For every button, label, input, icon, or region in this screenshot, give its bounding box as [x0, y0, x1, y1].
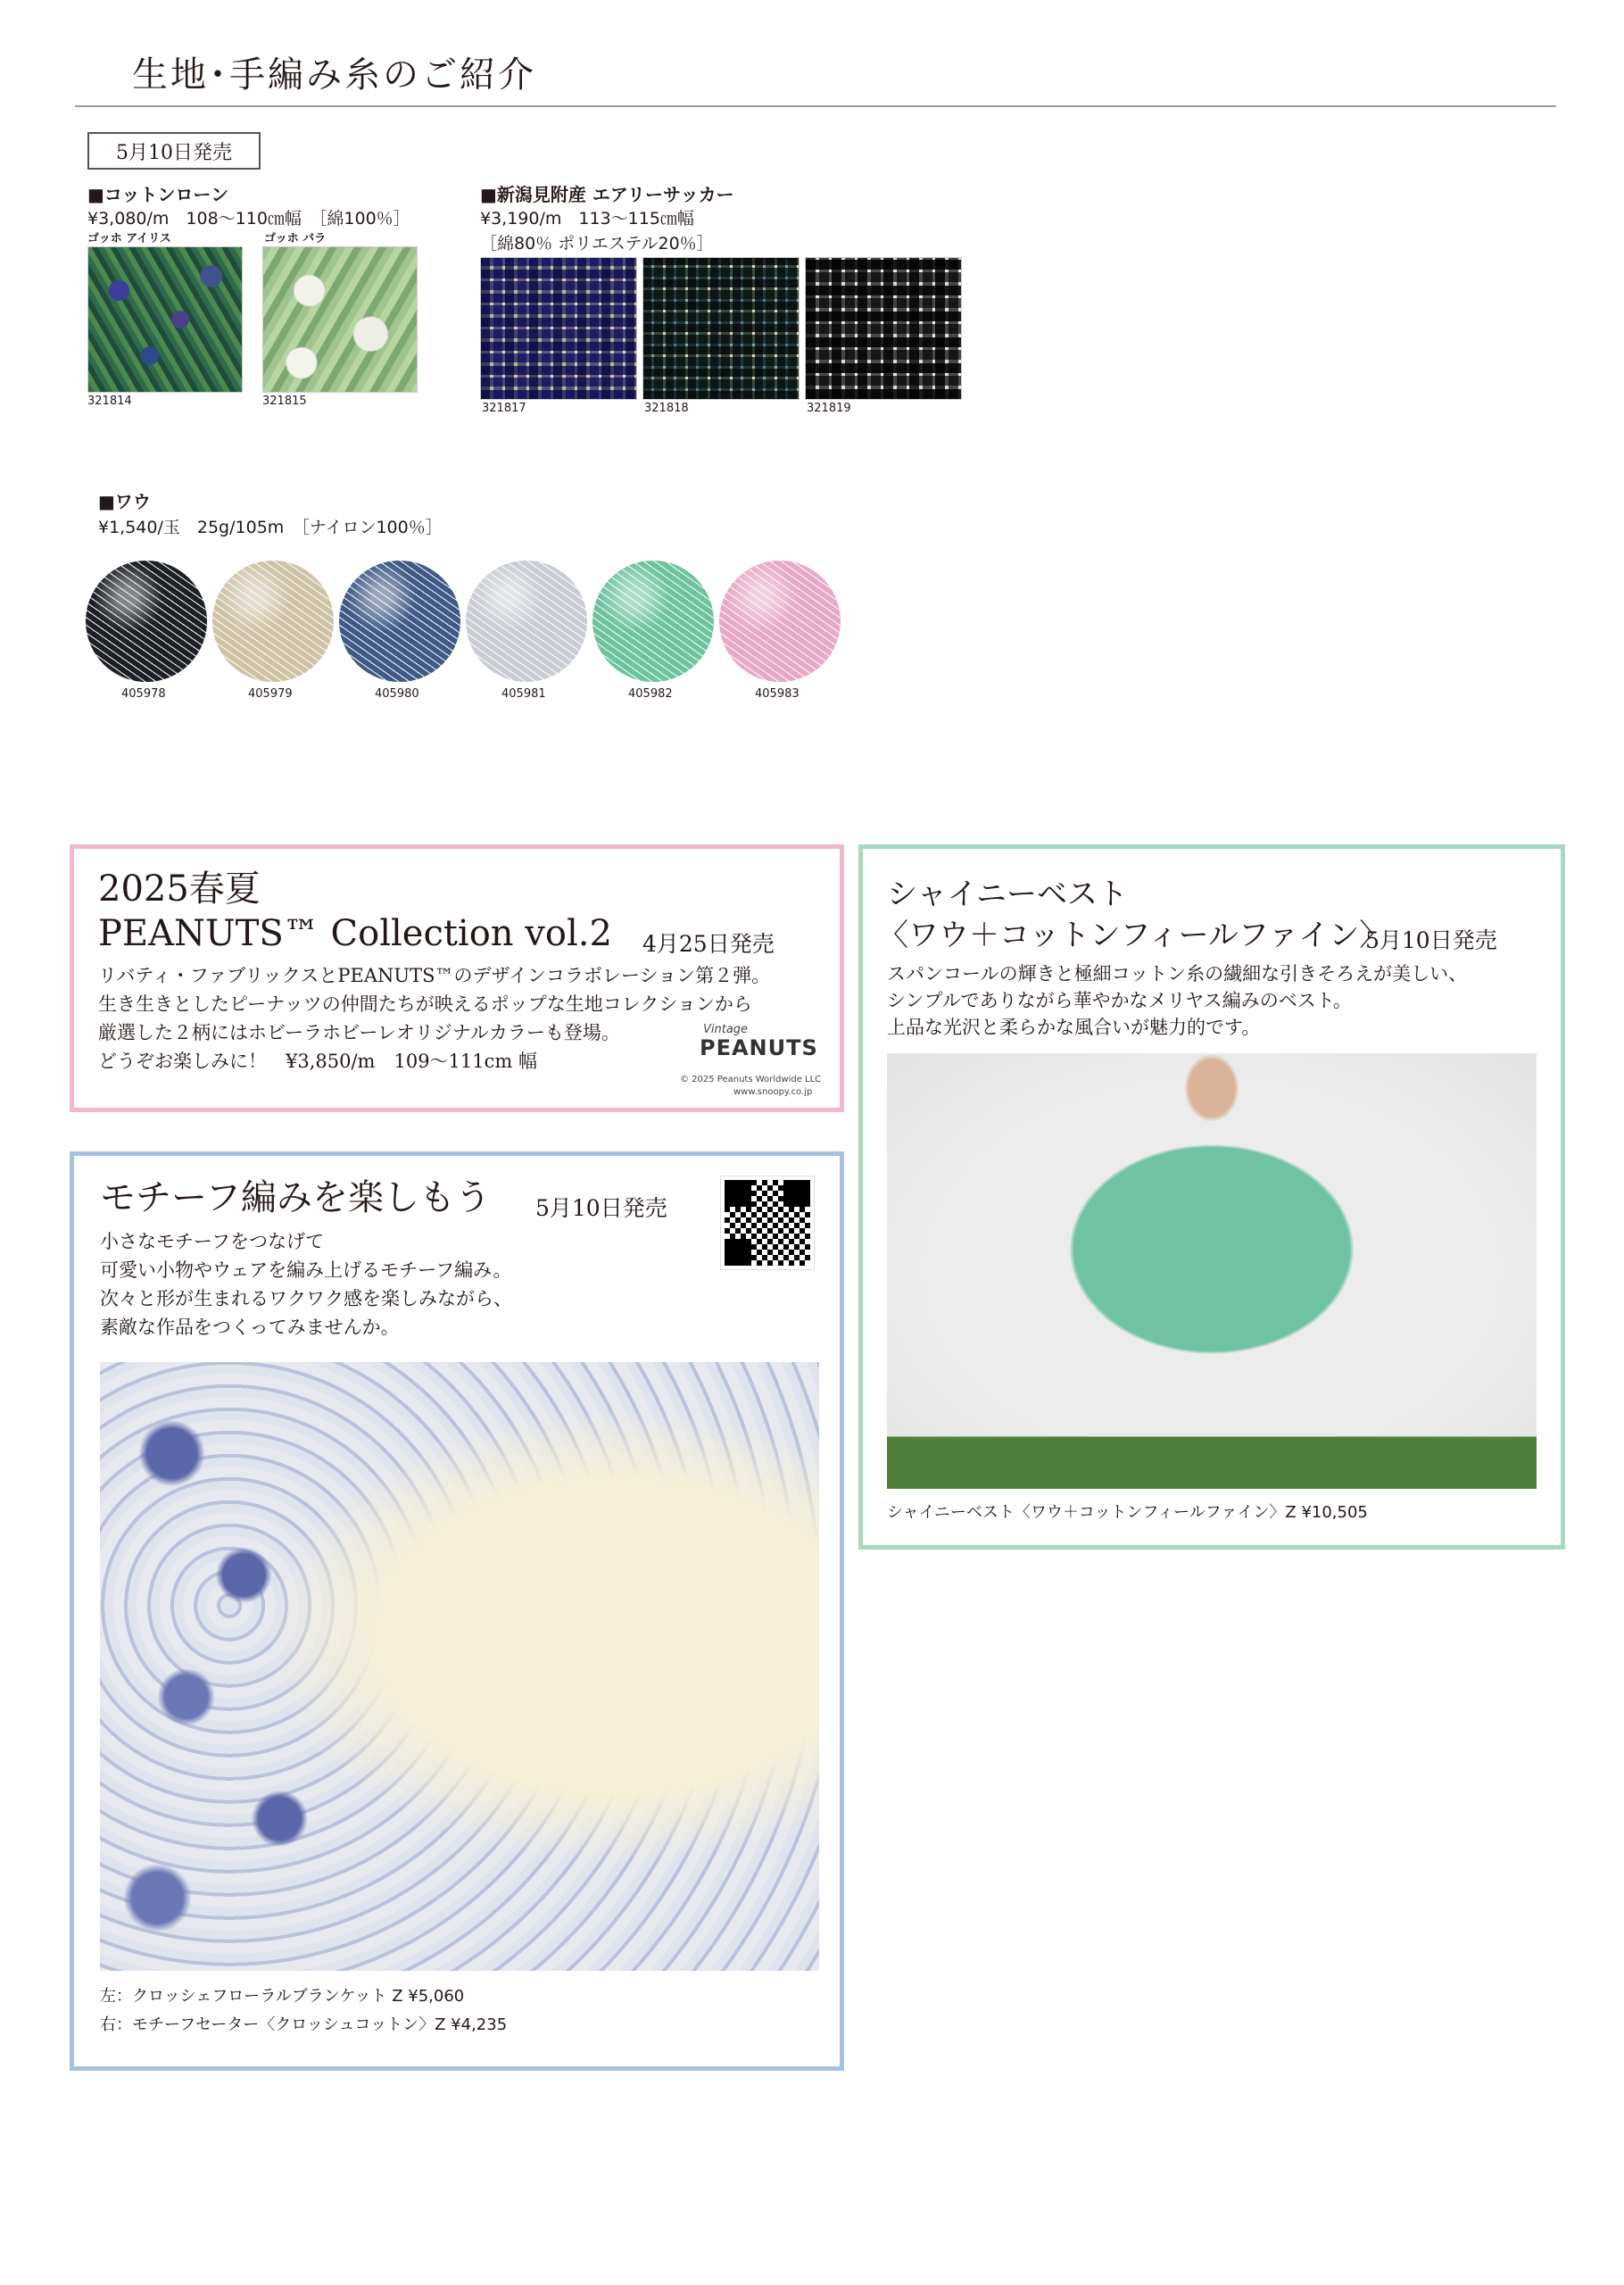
peanuts-copyright: © 2025 Peanuts Worldwide LLC — [680, 1075, 822, 1084]
motif-release: 5月10日発売 — [535, 1195, 667, 1221]
wau-spec: ¥1,540/玉 25g/105m ［ナイロン100％］ — [98, 518, 443, 537]
swatch-code: 321814 — [87, 395, 132, 408]
vest-release: 5月10日発売 — [1365, 927, 1497, 953]
yarn-code: 405978 — [121, 687, 166, 701]
seersucker-name: ■新潟見附産 エアリーサッカー — [480, 184, 734, 205]
vest-body-1: スパンコールの輝きと極細コットン糸の繊細な引きそろえが美しい、 — [887, 963, 1468, 985]
peanuts-title-line1: 2025春夏 — [98, 868, 261, 910]
swatch-code: 321817 — [482, 402, 526, 415]
motif-title: モチーフ編みを楽しもう — [100, 1177, 491, 1218]
title-divider — [75, 105, 1556, 107]
swatch-caption: ゴッホ アイリス — [87, 232, 171, 245]
swatch-plaid-navy — [480, 257, 637, 400]
motif-caption-1: 左：クロッシェフローラルブランケット Z ¥5,060 — [100, 1987, 465, 2006]
peanuts-url: www.snoopy.co.jp — [733, 1087, 813, 1097]
yarn-ball — [86, 561, 207, 682]
yarn-ball — [592, 561, 714, 682]
vest-caption: シャイニーベスト〈ワウ＋コットンフィールファイン〉Z ¥10,505 — [887, 1503, 1368, 1522]
peanuts-logo: PEANUTS — [700, 1035, 818, 1060]
page-title: 生地･手編み糸のご紹介 — [132, 54, 536, 96]
motif-body-2: 可愛い小物やウェアを編み上げるモチーフ編み。 — [100, 1259, 512, 1281]
vest-title-line1: シャイニーベスト — [887, 877, 1128, 912]
yarn-ball — [466, 561, 587, 682]
yarn-code: 405979 — [248, 687, 293, 701]
peanuts-logo-small: Vintage — [703, 1023, 749, 1036]
vest-photo — [887, 1053, 1537, 1489]
cotton-lawn-name: ■コットンローン — [87, 184, 229, 205]
vest-body-3: 上品な光沢と柔らかな風合いが魅力的です。 — [887, 1017, 1261, 1038]
yarn-ball — [719, 561, 841, 682]
yarn-code: 405982 — [628, 687, 673, 701]
swatch-gogh-iris — [87, 246, 243, 393]
motif-body-4: 素敵な作品をつくってみませんか。 — [100, 1317, 400, 1338]
motif-body-1: 小さなモチーフをつなげて — [100, 1231, 324, 1252]
motif-photo — [100, 1362, 819, 1971]
swatch-code: 321819 — [807, 402, 851, 415]
peanuts-body-1: リバティ・ファブリックスとPEANUTS™のデザインコラボレーション第２弾。 — [98, 965, 771, 986]
yarn-code: 405981 — [501, 687, 546, 701]
wau-name: ■ワウ — [98, 491, 151, 512]
seersucker-spec: ¥3,190/m 113〜115㎝幅 — [480, 209, 694, 228]
cotton-lawn-spec: ¥3,080/m 108〜110㎝幅 ［綿100％］ — [87, 209, 410, 228]
qr-code[interactable] — [721, 1176, 814, 1269]
seersucker-composition: ［綿80％ ポリエステル20％］ — [480, 234, 714, 253]
swatch-code: 321818 — [644, 402, 689, 415]
yarn-code: 405983 — [755, 687, 800, 701]
vest-title-line2: 〈ワウ＋コットンフィールファイン〉 — [878, 918, 1390, 953]
yarn-ball — [339, 561, 460, 682]
swatch-gogh-rose — [262, 246, 418, 393]
release-date-badge: 5月10日発売 — [87, 132, 261, 170]
peanuts-release: 4月25日発売 — [642, 931, 775, 957]
swatch-code: 321815 — [262, 395, 307, 408]
peanuts-body-4: どうぞお楽しみに！ ¥3,850/m 109〜111cm 幅 — [98, 1051, 537, 1072]
peanuts-body-3: 厳選した２柄にはホビーラホビーレオリジナルカラーも登場。 — [98, 1022, 620, 1043]
motif-caption-2: 右：モチーフセーター〈クロッシュコットン〉Z ¥4,235 — [100, 2015, 508, 2034]
swatch-plaid-green — [642, 257, 800, 400]
peanuts-title-line2: PEANUTS™ Collection vol.2 — [98, 913, 612, 954]
yarn-ball — [212, 561, 334, 682]
vest-body-2: シンプルでありながら華やかなメリヤス編みのベスト。 — [887, 990, 1352, 1011]
yarn-code: 405980 — [375, 687, 419, 701]
swatch-caption: ゴッホ バラ — [264, 232, 327, 245]
motif-body-3: 次々と形が生まれるワクワク感を楽しみながら、 — [100, 1288, 512, 1309]
swatch-plaid-black — [805, 257, 962, 400]
peanuts-body-2: 生き生きとしたピーナッツの仲間たちが映えるポップな生地コレクションから — [98, 993, 752, 1015]
